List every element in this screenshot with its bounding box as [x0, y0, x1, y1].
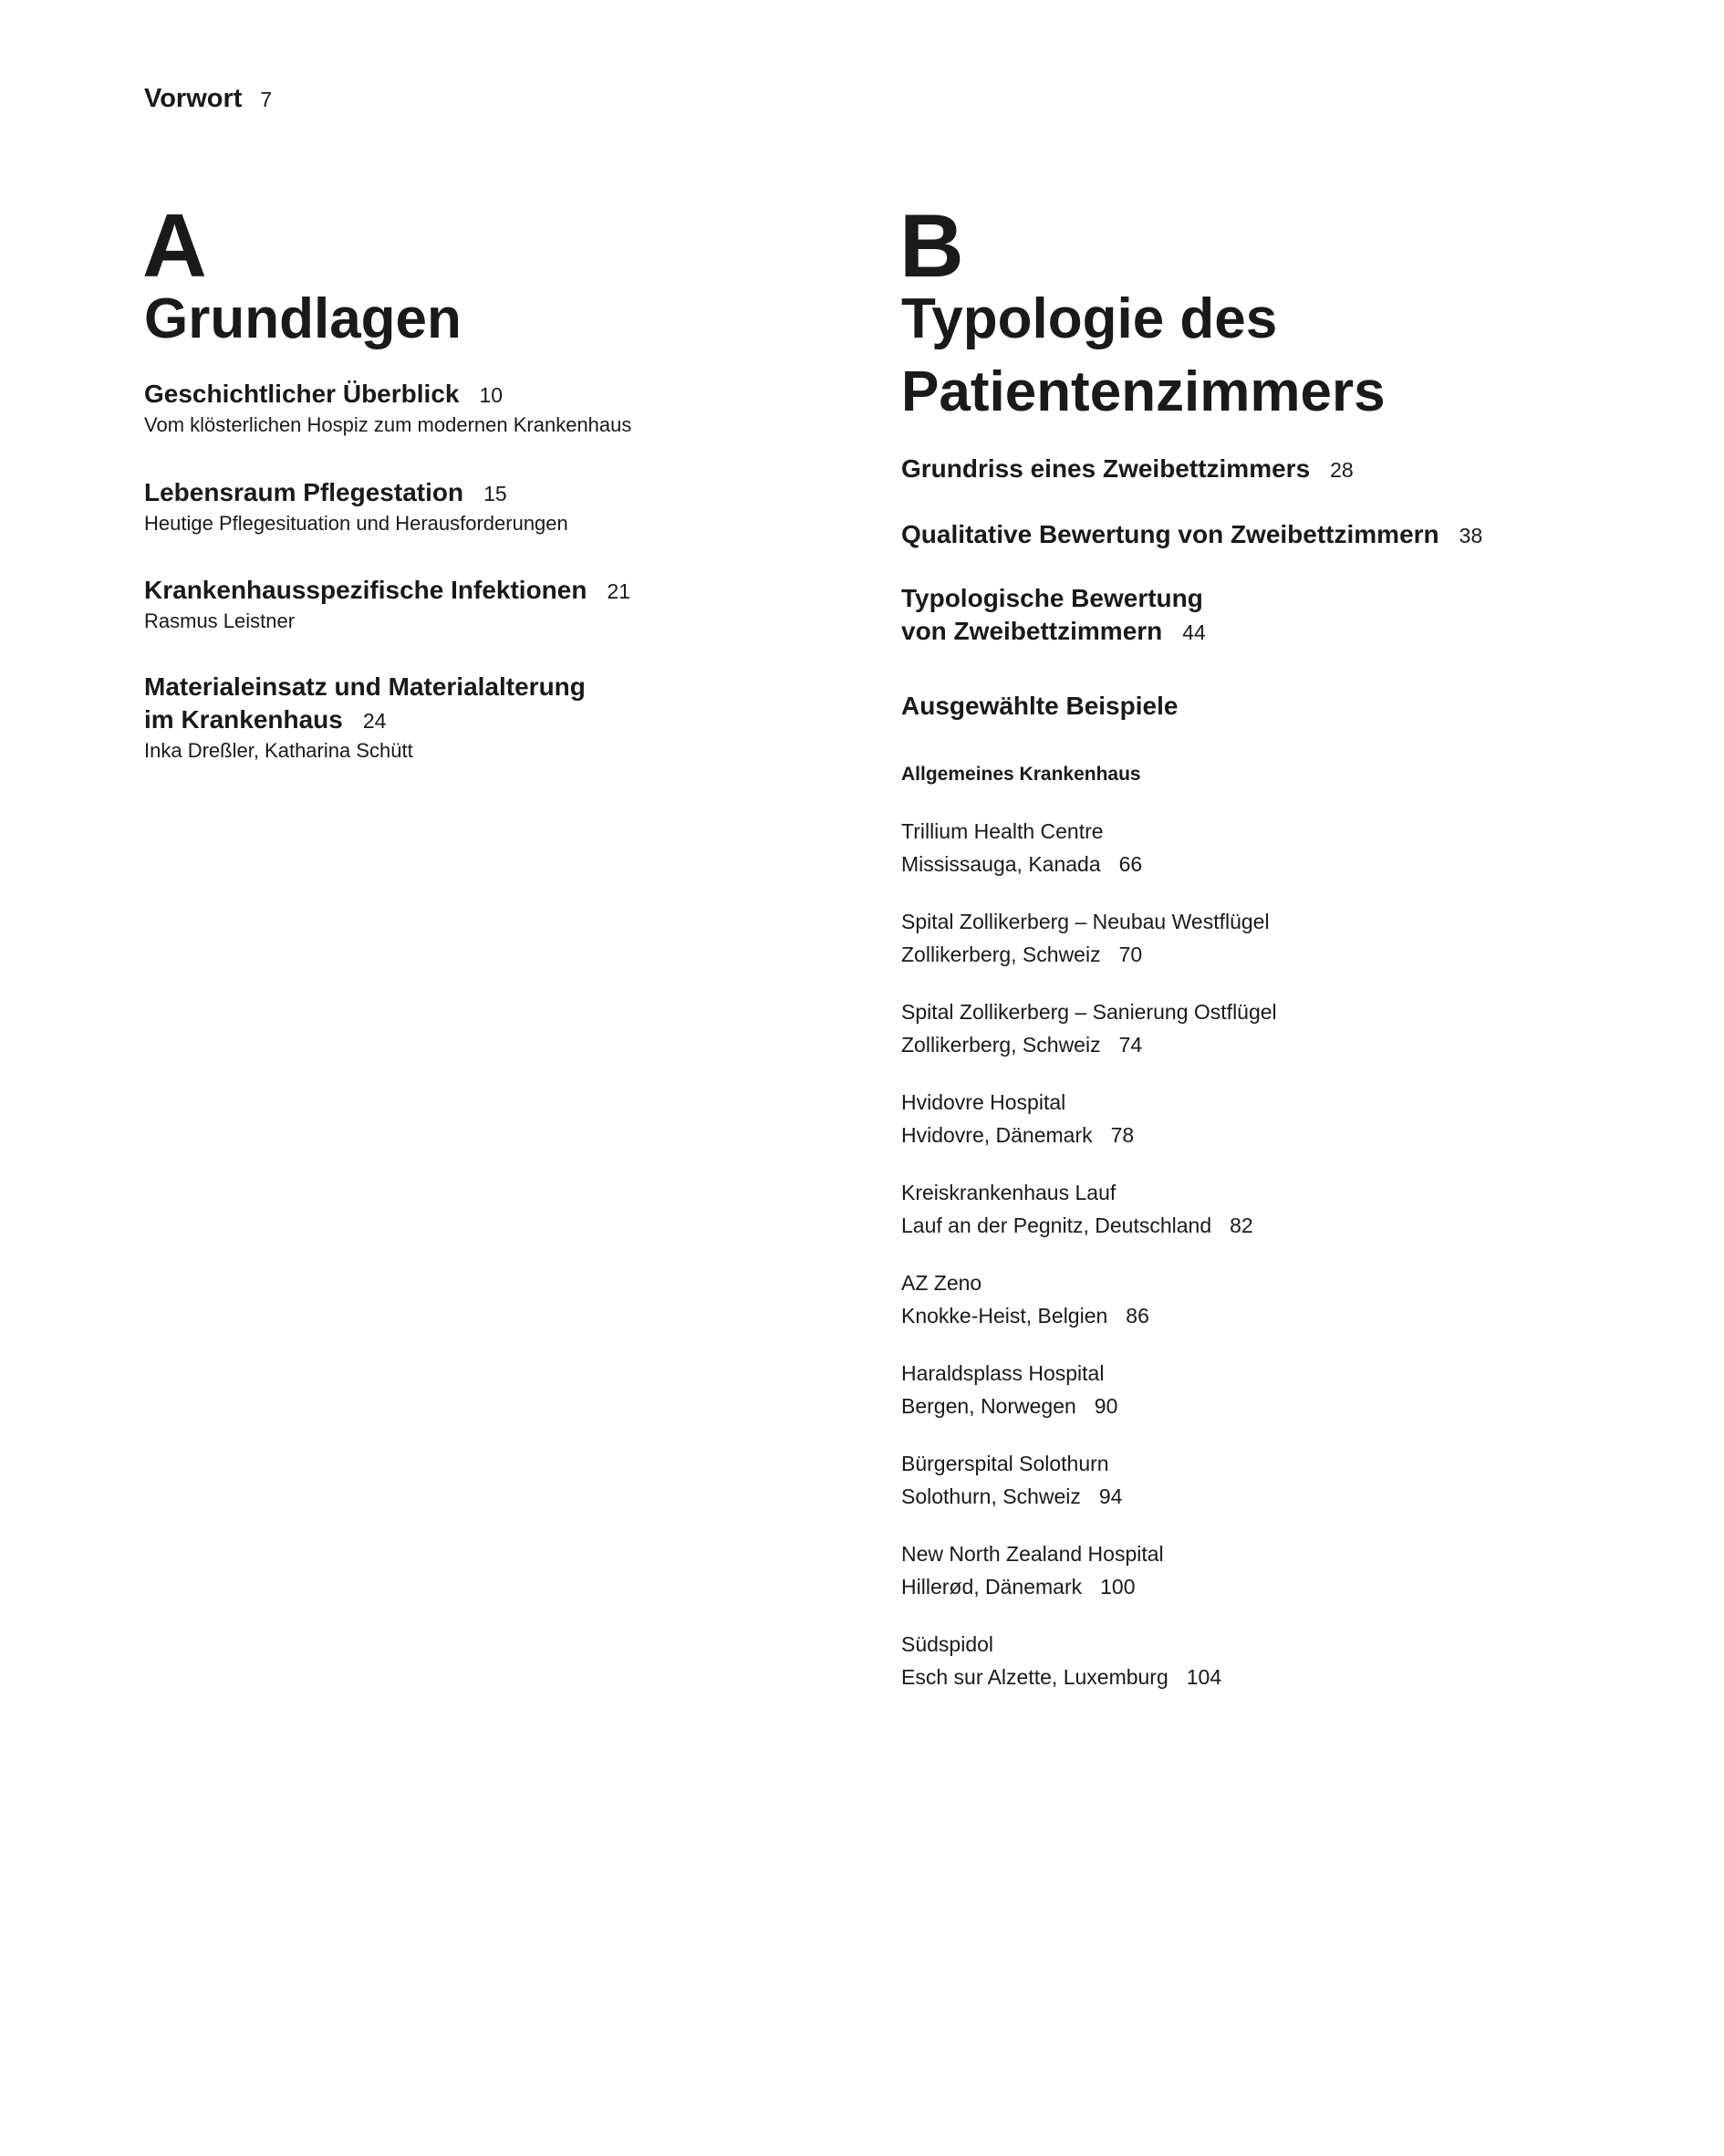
toc-entry-subtitle: Rasmus Leistner — [144, 609, 296, 632]
toc-entry[interactable] — [144, 671, 586, 765]
example-name: Bürgerspital Solothurn — [901, 1452, 1109, 1475]
toc-entry[interactable] — [144, 574, 630, 635]
toc-entry-title-line2: im Krankenhaus — [144, 705, 343, 734]
toc-entry-title-line1: Typologische Bewertung — [901, 584, 1203, 612]
example-location: Bergen, Norwegen — [901, 1394, 1076, 1418]
toc-entry[interactable] — [144, 378, 631, 439]
toc-entry[interactable] — [901, 518, 1482, 552]
list-item[interactable] — [901, 1628, 1277, 1718]
toc-entry-page: 28 — [1330, 458, 1354, 482]
toc-entry[interactable] — [901, 582, 1206, 649]
list-item[interactable] — [901, 995, 1277, 1086]
toc-entry-subtitle: Heutige Pflegesituation und Herausforderungen — [144, 512, 568, 535]
examples-heading[interactable]: Ausgewählte Beispiele — [901, 692, 1179, 720]
toc-entry-page: 44 — [1182, 620, 1206, 644]
vorwort-entry[interactable] — [144, 80, 272, 118]
vorwort-title: Vorwort — [144, 84, 243, 113]
toc-entry-title-line1: Materialeinsatz und Materialalterung — [144, 672, 586, 701]
list-item[interactable] — [901, 1086, 1277, 1176]
example-name: New North Zealand Hospital — [901, 1542, 1164, 1566]
example-location: Solothurn, Schweiz — [901, 1484, 1081, 1508]
example-name: Spital Zollikerberg – Sanierung Ostflügel — [901, 1000, 1277, 1024]
example-page: 78 — [1110, 1123, 1135, 1147]
example-page: 66 — [1118, 852, 1143, 876]
example-name: Kreiskrankenhaus Lauf — [901, 1181, 1116, 1204]
example-location: Zollikerberg, Schweiz — [901, 943, 1101, 966]
example-page: 70 — [1118, 943, 1143, 966]
toc-entry-title: Qualitative Bewertung von Zweibettzimmern — [901, 520, 1439, 548]
toc-entry-title: Grundriss eines Zweibettzimmers — [901, 454, 1311, 483]
list-item[interactable] — [901, 1447, 1277, 1537]
part-a-letter: A — [142, 195, 207, 296]
toc-entry-title: Krankenhausspezifische Infektionen — [144, 576, 587, 604]
example-page: 74 — [1118, 1033, 1143, 1057]
example-location: Mississauga, Kanada — [901, 852, 1101, 876]
toc-entry-page: 24 — [362, 709, 387, 733]
category-heading: Allgemeines Krankenhaus — [901, 764, 1141, 785]
part-b-title-line2: Patientenzimmers — [901, 360, 1386, 423]
example-name: Hvidovre Hospital — [901, 1090, 1066, 1114]
list-item[interactable] — [901, 1537, 1277, 1628]
example-name: Haraldsplass Hospital — [901, 1361, 1105, 1385]
example-page: 94 — [1098, 1484, 1123, 1508]
example-location: Lauf an der Pegnitz, Deutschland — [901, 1213, 1212, 1237]
list-item[interactable] — [901, 815, 1277, 905]
example-location: Knokke-Heist, Belgien — [901, 1304, 1108, 1328]
list-item[interactable] — [901, 905, 1277, 995]
part-a-title: Grundlagen — [144, 287, 462, 350]
toc-entry-subtitle: Vom klösterlichen Hospiz zum modernen Krankenhaus — [144, 413, 632, 436]
toc-entry-title: Geschichtlicher Überblick — [144, 380, 460, 408]
example-name: Spital Zollikerberg – Neubau Westflügel — [901, 910, 1270, 933]
example-page: 82 — [1230, 1213, 1253, 1237]
toc-entry-page: 38 — [1459, 524, 1483, 547]
example-location: Hvidovre, Dänemark — [901, 1123, 1093, 1147]
toc-entry-title-line2: von Zweibettzimmern — [901, 617, 1163, 645]
example-page: 104 — [1186, 1665, 1222, 1689]
toc-entry-page: 21 — [607, 579, 631, 603]
example-name: Südspidol — [901, 1632, 994, 1656]
example-location: Hillerød, Dänemark — [901, 1575, 1083, 1599]
toc-entry-page: 15 — [483, 482, 507, 505]
example-location: Esch sur Alzette, Luxemburg — [901, 1665, 1168, 1689]
example-page: 86 — [1126, 1304, 1149, 1328]
list-item[interactable] — [901, 1357, 1277, 1447]
toc-entry[interactable] — [144, 476, 568, 537]
part-b-title-line1: Typologie des — [901, 287, 1278, 350]
example-name: Trillium Health Centre — [901, 819, 1104, 843]
list-item[interactable] — [901, 1176, 1277, 1266]
toc-entry-page: 10 — [479, 383, 504, 407]
toc-entry-subtitle: Inka Dreßler, Katharina Schütt — [144, 739, 413, 762]
toc-entry[interactable] — [901, 453, 1354, 486]
examples-list — [901, 815, 1277, 1718]
toc-entry-title: Lebensraum Pflegestation — [144, 478, 464, 506]
example-name: AZ Zeno — [901, 1271, 982, 1295]
example-page: 100 — [1100, 1575, 1136, 1599]
example-page: 90 — [1094, 1394, 1118, 1418]
list-item[interactable] — [901, 1266, 1277, 1357]
vorwort-page: 7 — [260, 88, 273, 111]
part-b-letter: B — [899, 195, 964, 296]
example-location: Zollikerberg, Schweiz — [901, 1033, 1101, 1057]
